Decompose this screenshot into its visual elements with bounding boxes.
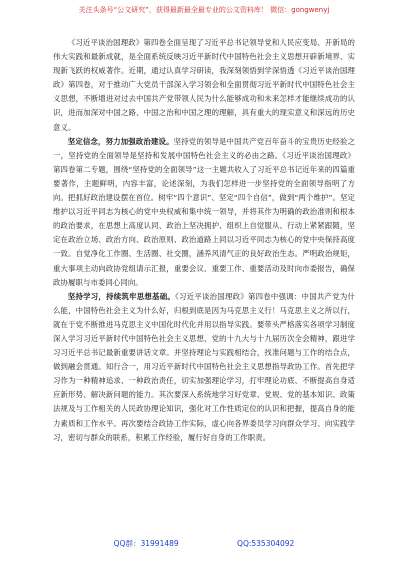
paragraph-lead: 坚持学习，持续筑牢思想基础。 [67, 291, 176, 301]
paragraph-text: 坚持党的领导是中国共产党百年奋斗的宝贵历史经验之一，坚持党的全面领导是坚持和发展中国特色社会主义的必由之路。《习近平谈治国理政》第四卷第二专题，围绕“坚持党的全面领导”这一主题共收入了习近平总书记近年来的四篇重要著作，主题鲜明，内容丰富，论述深刻，为我们怎样进一步坚持党的全面领导指明了方向。把抓好政治建设摆在首位。树牢“四个意识”、坚定“四个自信”，做到“两个维护”。坚定维护以习近平同志为核心的党中央权威和集中统一领导，并将其作为明确的政治准则和根本的政治要求，在思想上高度认同、政治上坚决拥护、组织上自觉服从、行动上紧紧跟随，坚定在政治立场、政治方向、政治原则、政治道路上同以习近平同志为核心的党中央保持高度一致。自觉净化工作圈、生活圈、社交圈，涵养风清气正的良好政治生态。严明政治规矩，重大事项主动向政协党组请示汇报，重要会议、重要工作、重要活动及时向市委报告，确保政协履职与市委同心同向。 [53, 136, 356, 287]
paragraph-study [53, 290, 355, 445]
paragraph-text: 《习近平谈治国理政》第四卷中强调：中国共产党为什么能，中国特色社会主义为什么好，归根到底是因为马克思主义行！马克思主义之所以行，就在于党不断推进马克思主义中国化时代化并用以指导实践。要带头严格落实各项学习制度深入学习习近平新时代中国特色社会主义思想、党的十九大与十九届历次全会精神，跟进学习习近平总书记最新重要讲话文章。并坚持理论与实践相结合，找准问题与工作的结合点，做到融会贯通。知行合一，用习近平新时代中国特色社会主义思想指导政协工作。首先把学习作为一种精神追求、一种政治责任，切实加强理论学习，打牢理论功底、不断提高自身适应新形势、解决新问题的能力。其次要深入系统地学习好党章、党规、党的基本知识、政策法规及与工作相关的人民政协理论知识，强化对工作性质定位的认识和把握，提高自身的能力素质和工作水平。再次要结合政协工作实际，虚心向各界委员学习向群众学习、向实践学习，密切与群众的联系，积累工作经验，履行好自身的工作职责。 [53, 291, 356, 442]
paragraph-political [53, 135, 355, 290]
paragraph-intro [53, 36, 355, 135]
footer-qq-group: QQ群：31991489 [113, 539, 179, 548]
paragraph-text: 《习近平谈治国理政》第四卷全面呈现了习近平总书记领导党和人民应变局、开新局的伟大实践和最新成就，是全面系统反映习近平新时代中国特色社会主义思想开辟新境界、实现新飞跃的权威著作。近期，通过认真学习研读，我深刻领悟到学深悟透《习近平谈治国理政》第四卷，对于推动广大党员干部深入学习领会和全面贯彻习近平新时代中国特色社会主义思想，不断增进对过去中国共产党带领人民为什么能够成功和未来怎样才能继续成功的认识，进而加深对中国之路、中国之治和中国之理的理解，具有重大的现实意义和深远的历史意义。 [53, 38, 355, 132]
footer-contact [0, 539, 408, 549]
paragraph-lead: 坚定信念，努力加强政治建设。 [67, 136, 174, 146]
header-banner: 关注头条号“公文研究”，获得最新最全最专业的公文资料库！ 微信：gongwenyj [78, 6, 330, 14]
footer-qq: QQ:535304092 [237, 539, 295, 548]
document-body [53, 36, 355, 445]
